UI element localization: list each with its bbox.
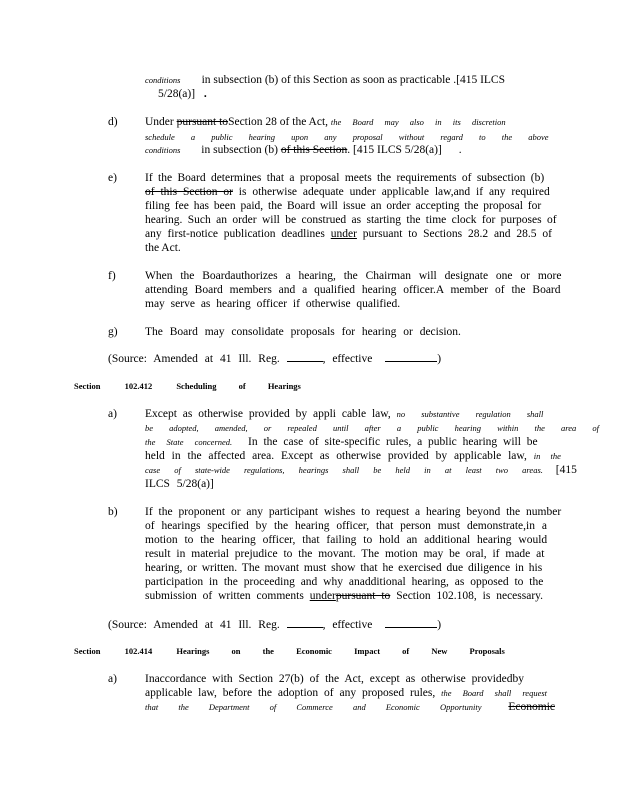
item-a-line: that the Department of Commerce and Economic Opportunity Economic — [145, 701, 555, 713]
text: in subsection (b) of this Section as soon as practicable .[415 ILCS — [201, 74, 505, 86]
item-label-g: g) — [108, 326, 118, 338]
item-a-line: Except as otherwise provided by appli cable law, no substantive regulation shall — [145, 408, 544, 420]
item-label-e: e) — [108, 172, 117, 184]
blank-line — [385, 617, 437, 628]
item-e-line: filing fee has been paid, the Board will issue an order accepting the proposal for — [145, 200, 542, 212]
item-e-line: the Act. — [145, 242, 181, 254]
item-label-b: b) — [108, 506, 118, 518]
item-b-line: submission of written comments underpursuant to Section 102.108, is necessary. — [145, 590, 544, 602]
item-b-line: hearing, or written. The movant must show that he exercised due diligence in his — [145, 562, 543, 574]
item-b-line: of hearings specified by the hearing officer, that person must demonstrate,in a — [145, 520, 547, 532]
item-label-a: a) — [108, 408, 117, 420]
item-b-line: participation in the proceeding and why anadditional hearing, as opposed to the — [145, 576, 544, 588]
section-heading: Section 102.414 Hearings on the Economic Impact of New Proposals — [74, 646, 505, 656]
item-label-d: d) — [108, 116, 118, 128]
item-e-line: If the Board determines that a proposal meets the requirements of subsection (b) — [145, 172, 545, 184]
intro-line — [145, 73, 505, 87]
item-e-line: of this Section or is otherwise adequate under applicable law,and if any required — [145, 186, 550, 198]
item-a-line: case of state-wide regulations, hearings shall be held in at least two areas. [415 — [145, 464, 577, 476]
item-a-line: applicable law, before the adoption of any proposed rules, the Board shall request — [145, 687, 548, 699]
item-a-line: Inaccordance with Section 27(b) of the Act, except as otherwise providedby — [145, 673, 525, 685]
section-heading: Section 102.412 Scheduling of Hearings — [74, 381, 301, 391]
item-label-a: a) — [108, 673, 117, 685]
item-b-line: If the proponent or any participant wishes to request a hearing beyond the number — [145, 506, 562, 518]
item-a-line: the State concerned. In the case of site-specific rules, a public hearing will be — [145, 436, 538, 448]
item-b-line: result in material prejudice to the movant. The motion may be oral, if made at — [145, 548, 545, 560]
blank-line — [287, 617, 323, 628]
source-note: (Source: Amended at 41 Ill. Reg. , effective ) — [108, 353, 442, 365]
item-b-line: motion to the hearing officer, that failing to hold an additional hearing would — [145, 534, 548, 546]
item-f-line: attending Board members and a qualified hearing officer.A member of the Board — [145, 284, 561, 296]
item-a-line: ILCS 5/28(a)] — [145, 478, 214, 490]
source-note: (Source: Amended at 41 Ill. Reg. , effective ) — [108, 619, 442, 631]
item-a-line: held in the affected area. Except as otherwise provided by applicable law, in the — [145, 450, 561, 462]
item-e-line: any first-notice publication deadlines under pursuant to Sections 28.2 and 28.5 of — [145, 228, 552, 240]
item-e-line: hearing. Such an order will be construed as starting the time clock for purposes of — [145, 214, 557, 226]
item-f-line: may serve as hearing officer if otherwise qualified. — [145, 298, 401, 310]
item-g-line: The Board may consolidate proposals for hearing or decision. — [145, 326, 461, 338]
blank-line — [287, 351, 323, 362]
item-label-f: f) — [108, 270, 116, 282]
italic-text: conditions — [145, 75, 181, 85]
blank-line — [385, 351, 437, 362]
intro-line: 5/28(a)] . — [158, 88, 207, 100]
item-d-line: schedule a public hearing upon any proposal without regard to the above — [145, 132, 549, 142]
item-d-line: Under pursuant toSection 28 of the Act, the Board may also in its discretion — [145, 116, 506, 128]
item-d-line: conditions in subsection (b) of this Section. [415 ILCS 5/28(a)] . — [145, 144, 462, 156]
item-a-line: be adopted, amended, or repealed until after a public hearing within the area of — [145, 423, 600, 433]
item-f-line: When the Boardauthorizes a hearing, the Chairman will designate one or more — [145, 270, 562, 282]
